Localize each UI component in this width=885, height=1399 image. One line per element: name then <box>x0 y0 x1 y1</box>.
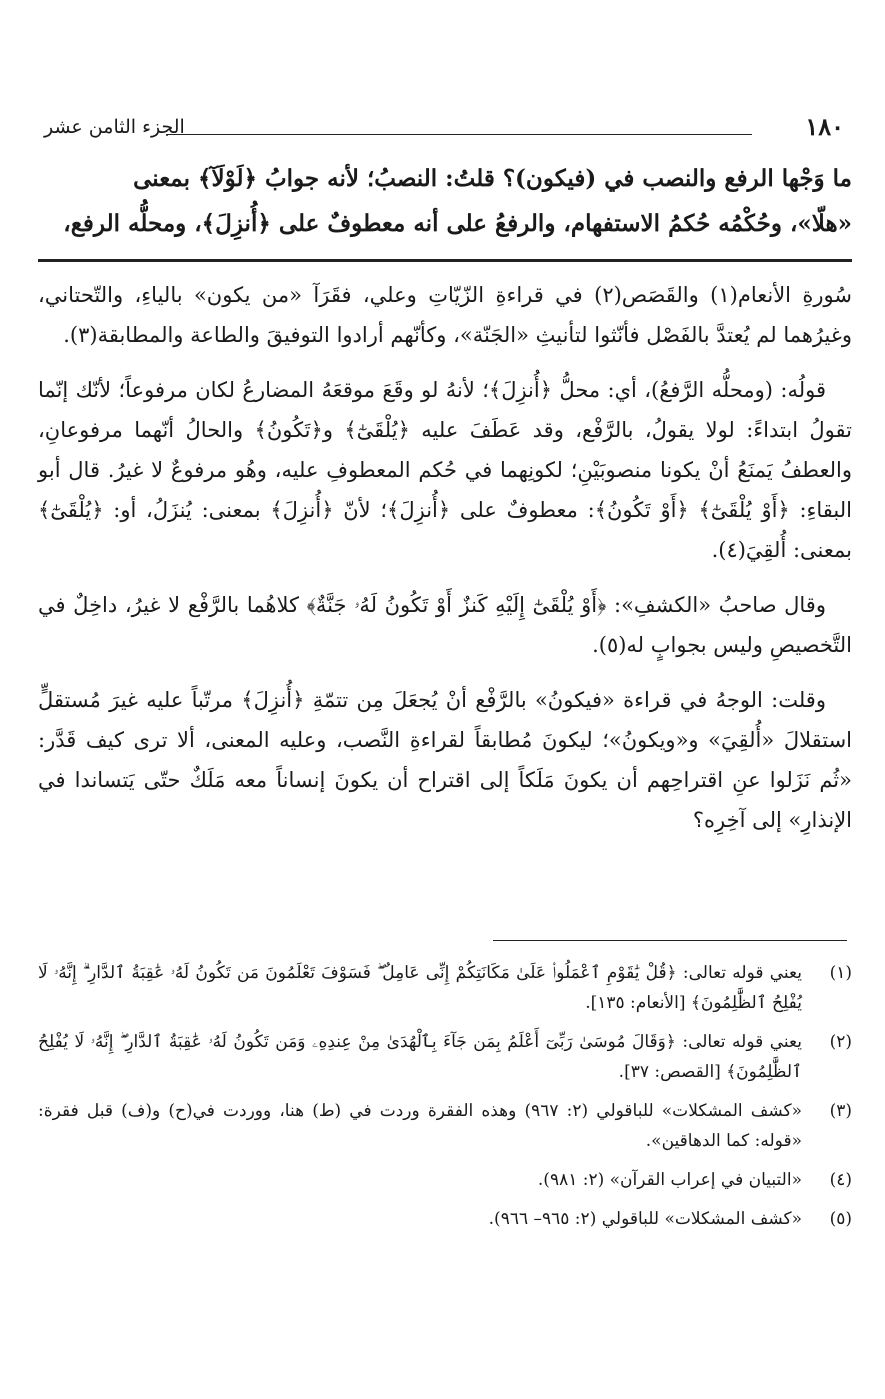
page-number: ١٨٠ <box>805 112 844 141</box>
footnote-text: «التبيان في إعراب القرآن» (٢: ٩٨١). <box>537 1170 802 1190</box>
commentary-paragraph: وقال صاحبُ «الكشفِ»: ﴿أَوْ يُلْقَىٰٓ إِلَيْهِ كَنزٌ أَوْ تَكُونُ لَهُۥ جَنَّةٌ﴾ كلاهُما بالرَّفْع لا غيرُ، داخِلٌ في التَّخصيصِ وليس بجوابٍ له(٥). <box>38 593 852 657</box>
footnote <box>38 1096 852 1156</box>
footnote-number: (٤) <box>829 1170 852 1190</box>
footnote-number: (٥) <box>829 1209 852 1229</box>
matn-line: «هلّا»، وحُكْمُه حُكمُ الاستفهام، والرفعُ على أنه معطوفٌ على ﴿أُنزِلَ﴾، ومحلُّه الرفع، <box>63 210 852 237</box>
footnote-separator <box>493 940 847 941</box>
footnote-text: «كشف المشكلات» للباقولي (٢: ٩٦٧) وهذه الفقرة وردت في (ط) هنا، ووردت في(ح) و(ف) قبل فقرة: «قوله: كما الدهاقين». <box>38 1101 802 1151</box>
commentary-paragraph: سُورةِ الأنعام(١) والقَصَص(٢) في قراءةِ الزّيّاتِ وعلي، فقَرَآ «من يكون» بالياءِ، والتّحتاني، وغيرُهما لم يُعتدَّ بالفَصْل فأنّثوا لتأنيثِ «الجَنّة»، وكأنّهم أرادوا التوفيقَ والطاعة والمطابقة(٣). <box>38 283 852 347</box>
footnote <box>38 1165 852 1195</box>
footnote-number: (٢) <box>829 1032 852 1052</box>
footnotes <box>38 958 852 1243</box>
footnote-number: (١) <box>829 963 852 983</box>
footnote-text: يعني قوله تعالى: ﴿وَقَالَ مُوسَىٰ رَبِّىٓ أَعْلَمُ بِمَن جَآءَ بِٱلْهُدَىٰ مِنْ عِندِهِۦ وَمَن تَكُونُ لَهُۥ عَٰقِبَةُ ٱلدَّارِ ۖ إِنَّهُۥ لَا يُفْلِحُ ٱلظَّٰلِمُونَ﴾ [القصص: ٣٧]. <box>38 1032 802 1082</box>
footnote <box>38 1204 852 1234</box>
footnote-text: يعني قوله تعالى: ﴿قُلْ يَٰقَوْمِ ٱعْمَلُوا۟ عَلَىٰ مَكَانَتِكُمْ إِنِّى عَامِلٌ ۖ فَسَوْفَ تَعْلَمُونَ مَن تَكُونُ لَهُۥ عَٰقِبَةُ ٱلدَّارِ ۗ إِنَّهُۥ لَا يُفْلِحُ ٱلظَّٰلِمُونَ﴾ [الأنعام: ١٣٥]. <box>38 963 802 1013</box>
commentary-body <box>38 275 852 855</box>
matn-text <box>38 156 852 246</box>
footnote-number: (٣) <box>829 1101 852 1121</box>
footnote <box>38 1027 852 1087</box>
commentary-paragraph: قولُه: (ومحلُّه الرَّفعُ)، أي: محلُّ ﴿أُنزِلَ﴾؛ لأنهُ لو وقَعَ موقعَهُ المضارعُ لكان مرفوعاً؛ لأنّك إنّما تقولُ ابتداءً: لولا يقولُ، بالرَّفْع، وقد عَطَفَ عليه ﴿يُلْقَىٰٓ﴾ و﴿تَكُونُ﴾ والحالُ أنّهما مرفوعانِ، والعطفُ يَمنَعُ أنْ يكونا منصوبَيْنِ؛ لكونِهما في حُكم المعطوفِ عليه، وهُو مرفوعٌ لا غيرُ. قال أبو البقاءِ: ﴿أَوْ يُلْقَىٰٓ﴾ ﴿أَوْ تَكُونُ﴾: معطوفٌ على ﴿أُنزِلَ﴾؛ لأنّ ﴿أُنزِلَ﴾ بمعنى: يُنزَلُ، أو: ﴿يُلْقَىٰٓ﴾ بمعنى: أُلقِيَ(٤). <box>38 378 852 562</box>
footnote-text: «كشف المشكلات» للباقولي (٢: ٩٦٥– ٩٦٦). <box>488 1209 802 1229</box>
matn-line: ما وَجْها الرفع والنصب في (فيكون)؟ قلتُ: النصبُ؛ لأنه جوابُ ﴿لَوْلَآ﴾ بمعنى <box>133 165 852 192</box>
running-title: الجزء الثامن عشر <box>44 116 185 138</box>
footnote <box>38 958 852 1018</box>
matn-separator <box>38 259 852 262</box>
running-header <box>44 112 844 144</box>
header-rule <box>166 134 752 135</box>
commentary-paragraph: وقلت: الوجهُ في قراءة «فيكونُ» بالرَّفْع أنْ يُجعَلَ مِن تتمّةِ ﴿أُنزِلَ﴾ مرتّباً عليه غيرَ مُستقلٍّ استقلالَ «أُلقِيَ» و«ويكونُ»؛ ليكونَ مُطابقاً لقراءةِ النَّصب، وعليه المعنى، ألا ترى كيف قَدَّر: «ثُم نَزَلوا عنِ اقتراحِهم أن يكونَ مَلَكاً إلى اقتراح أن يكونَ إنساناً معه مَلَكٌ حتّى يَتساندا في الإنذارِ» إلى آخِرِه؟ <box>38 688 852 832</box>
